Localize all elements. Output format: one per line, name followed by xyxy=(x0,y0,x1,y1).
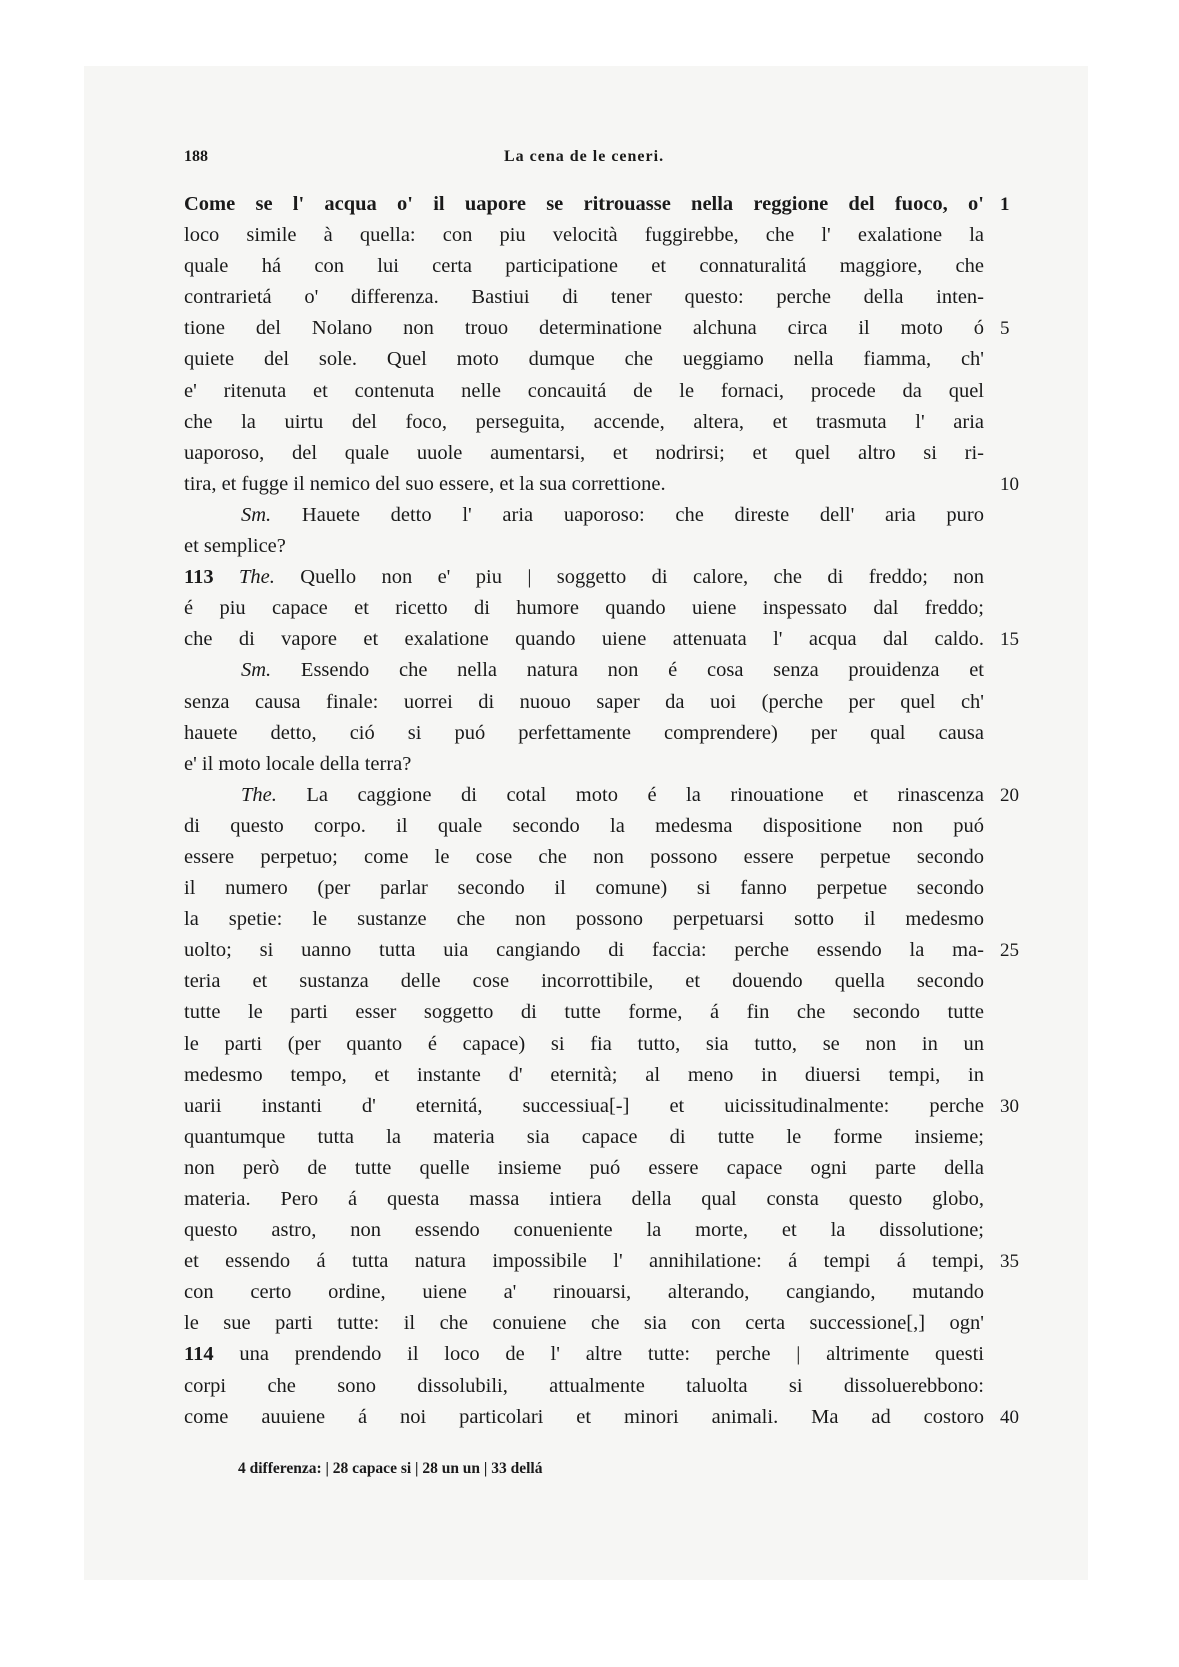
text-line xyxy=(184,407,984,438)
line-text: la spetie: le sustanze che non possono perpetuarsi sotto il medesmo xyxy=(184,908,984,931)
line-text: loco simile à quella: con piu velocità fuggirebbe, che l' exalatione la xyxy=(184,224,984,247)
line-text: di questo corpo. il quale secondo la medesma dispositione non puó xyxy=(184,814,984,837)
text-line xyxy=(184,1184,984,1215)
text-line xyxy=(184,500,984,531)
line-text: La caggione di cotal moto é la rinouatione et rinascenza xyxy=(306,783,985,806)
text-line xyxy=(184,1339,984,1370)
text-line xyxy=(184,1246,1019,1277)
line-text: uolto; si uanno tutta uia cangiando di faccia: perche essendo la ma- xyxy=(184,939,984,962)
text-line xyxy=(184,438,984,469)
text-line xyxy=(184,1091,1019,1122)
line-text: le sue parti tutte: il che conuiene che sia con certa successione[,] ogn' xyxy=(184,1312,984,1335)
line-number: 10 xyxy=(1000,473,1019,495)
text-line xyxy=(184,873,984,904)
text-line xyxy=(184,655,984,686)
text-line xyxy=(184,718,984,749)
line-text: come auuiene á noi particolari et minori animali. Ma ad costoro xyxy=(184,1405,984,1428)
line-text: senza causa finale: uorrei di nuouo saper da uoi (perche per quel ch' xyxy=(184,690,984,713)
text-line xyxy=(184,189,1010,220)
text-line xyxy=(184,966,984,997)
text-line xyxy=(184,376,984,407)
text-line xyxy=(184,1029,984,1060)
line-text: quantumque tutta la materia sia capace di tutte le forme insieme; xyxy=(184,1125,984,1148)
text-line xyxy=(184,251,984,282)
text-line xyxy=(184,997,984,1028)
text-line xyxy=(184,935,1019,966)
footnote-apparatus: 4 differenza: | 28 capace si | 28 un un | 33 dellá xyxy=(238,1460,543,1477)
line-text: et essendo á tutta natura impossibile l' annihilatione: á tempi á tempi, xyxy=(184,1250,984,1273)
text-line xyxy=(184,811,984,842)
text-line xyxy=(184,1060,984,1091)
line-text: tione del Nolano non trouo determinatione alchuna circa il moto ó xyxy=(184,317,984,340)
line-number: 5 xyxy=(1000,318,1010,340)
text-line xyxy=(184,904,984,935)
text-line xyxy=(184,687,984,718)
page-number: 188 xyxy=(184,148,208,165)
running-title: La cena de le ceneri. xyxy=(504,148,665,165)
text-line xyxy=(184,469,1019,500)
line-number: 25 xyxy=(1000,940,1019,962)
text-line xyxy=(184,220,984,251)
text-line xyxy=(184,1308,984,1339)
line-text: contrarietá o' differenza. Bastiui di tener questo: perche della inten- xyxy=(184,286,984,309)
text-line xyxy=(184,1122,984,1153)
text-line xyxy=(184,749,984,780)
line-number: 30 xyxy=(1000,1095,1019,1117)
folio-reference: 113 xyxy=(184,566,214,589)
line-text: il numero (per parlar secondo il comune) si fanno perpetue secondo xyxy=(184,877,984,900)
speaker-label: Sm. xyxy=(241,503,272,526)
line-text: quiete del sole. Quel moto dumque che ueggiamo nella fiamma, ch' xyxy=(184,348,984,371)
line-number: 35 xyxy=(1000,1251,1019,1273)
folio-reference: 114 xyxy=(184,1343,214,1366)
line-text: che la uirtu del foco, perseguita, accende, altera, et trasmuta l' aria xyxy=(184,410,984,433)
text-line xyxy=(184,1371,984,1402)
line-number: 15 xyxy=(1000,629,1019,651)
text-line xyxy=(184,1215,984,1246)
line-text: é piu capace et ricetto di humore quando uiene inspessato dal freddo; xyxy=(184,597,984,620)
speaker-label: The. xyxy=(241,783,277,806)
text-line xyxy=(184,313,1010,344)
body-text xyxy=(184,189,1019,1433)
line-text: Essendo che nella natura non é cosa senza prouidenza et xyxy=(300,659,984,682)
line-number: 20 xyxy=(1000,784,1019,806)
line-text: Hauete detto l' aria uaporoso: che direste dell' aria puro xyxy=(301,503,984,526)
line-text: e' ritenuta et contenuta nelle concauitá de le fornaci, procede da quel xyxy=(184,379,984,402)
line-text: et semplice? xyxy=(184,535,286,558)
line-text: materia. Pero á questa massa intiera della qual consta questo globo, xyxy=(184,1188,984,1210)
line-text: corpi che sono dissolubili, attualmente taluolta si dissoluerebbono: xyxy=(184,1374,984,1397)
speaker-label: The. xyxy=(239,566,275,589)
line-text: tutte le parti esser soggetto di tutte forme, á fin che secondo tutte xyxy=(184,1001,984,1024)
speaker-label: Sm. xyxy=(241,659,272,682)
line-text: Come se l' acqua o' il uapore se ritrouasse nella reggione del fuoco, o' xyxy=(184,193,984,215)
line-text: con certo ordine, uiene a' rinouarsi, alterando, cangiando, mutando xyxy=(184,1281,984,1304)
text-line xyxy=(184,1402,1019,1433)
line-text: tira, et fugge il nemico del suo essere, et la sua correttione. xyxy=(184,472,666,495)
line-text: essere perpetuo; come le cose che non possono essere perpetue secondo xyxy=(184,845,984,868)
text-line xyxy=(184,624,1019,655)
line-text: quale há con lui certa participatione et connaturalitá maggiore, che xyxy=(184,255,984,278)
text-line xyxy=(184,780,1019,811)
line-text: teria et sustanza delle cose incorrottibile, et douendo quella secondo xyxy=(184,970,984,993)
line-text: medesmo tempo, et instante d' eternità; al meno in diuersi tempi, in xyxy=(184,1063,984,1086)
text-line xyxy=(184,1153,984,1184)
line-text: questo astro, non essendo conueniente la morte, et la dissolutione; xyxy=(184,1219,984,1242)
running-head xyxy=(184,148,984,172)
line-text: non però de tutte quelle insieme puó essere capace ogni parte della xyxy=(184,1156,984,1179)
line-text: Quello non e' piu | soggetto di calore, che di freddo; non xyxy=(300,566,985,589)
text-line xyxy=(184,593,984,624)
line-text: e' il moto locale della terra? xyxy=(184,752,412,775)
text-line xyxy=(184,562,984,593)
line-text: le parti (per quanto é capace) si fia tutto, sia tutto, se non in un xyxy=(184,1032,984,1055)
text-line xyxy=(184,1277,984,1308)
line-text: una prendendo il loco de l' altre tutte: perche | altrimente questi xyxy=(239,1343,985,1366)
text-line xyxy=(184,344,984,375)
text-line xyxy=(184,842,984,873)
line-text: uarii instanti d' eternitá, successiua[-] et uicissitudinalmente: perche xyxy=(184,1094,984,1117)
text-line xyxy=(184,282,984,313)
line-text: uaporoso, del quale uuole aumentarsi, et nodrirsi; et quel altro si ri- xyxy=(184,441,984,464)
text-line xyxy=(184,531,984,562)
line-text: che di vapore et exalatione quando uiene attenuata l' acqua dal caldo. xyxy=(184,628,984,651)
line-text: hauete detto, ció si puó perfettamente comprendere) per qual causa xyxy=(184,721,984,744)
line-number: 40 xyxy=(1000,1406,1019,1428)
line-number: 1 xyxy=(1000,194,1010,215)
